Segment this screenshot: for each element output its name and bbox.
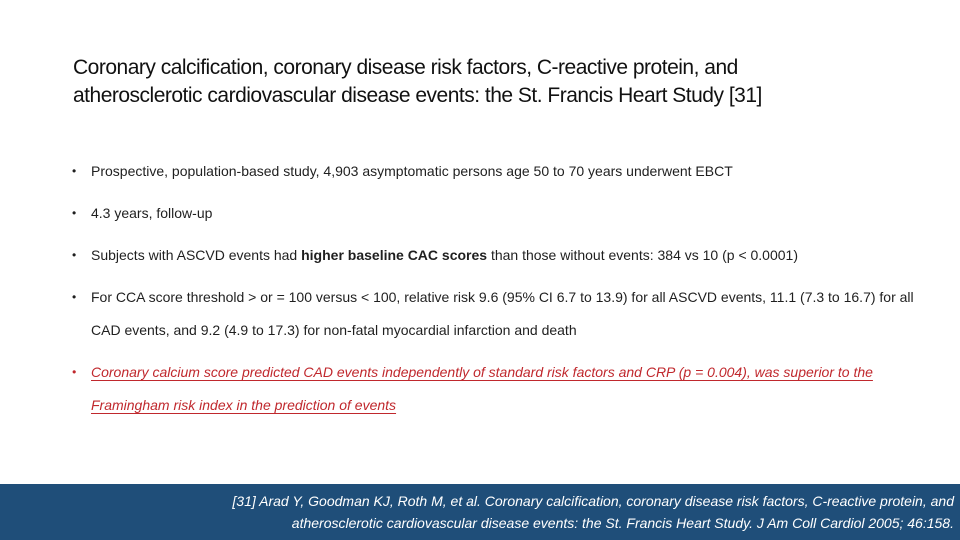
- bullet-text-post: than those without events: 384 vs 10 (p < 0.0001): [487, 247, 798, 263]
- reference-line-1: [31] Arad Y, Goodman KJ, Roth M, et al. Coronary calcification, coronary disease risk factors, C-reactive protein, and: [232, 493, 954, 509]
- bullet-dot-icon: •: [72, 248, 77, 262]
- bullet-item-relative-risk: [72, 281, 922, 347]
- bullet-item-conclusion: [72, 356, 922, 422]
- bullet-text-bold: higher baseline CAC scores: [301, 247, 488, 263]
- bullet-dot-icon: •: [72, 164, 77, 178]
- bullet-list: [72, 155, 922, 431]
- bullet-item-study-design: [72, 155, 922, 188]
- bullet-dot-icon: •: [72, 206, 77, 220]
- bullet-text-highlighted: Coronary calcium score predicted CAD events independently of standard risk factors and CRP (p = 0.004), was superior to the Framingham risk index in the prediction of events: [91, 364, 873, 413]
- bullet-dot-icon: •: [72, 290, 77, 304]
- bullet-item-cac-scores: [72, 239, 922, 272]
- slide-title-line-1: Coronary calcification, coronary disease risk factors, C-reactive protein, and: [73, 56, 738, 79]
- bullet-dot-icon: •: [72, 365, 77, 379]
- bullet-text: Prospective, population-based study, 4,903 asymptomatic persons age 50 to 70 years underwent EBCT: [91, 163, 733, 179]
- slide-title: [73, 54, 933, 110]
- slide-title-line-2: atherosclerotic cardiovascular disease events: the St. Francis Heart Study [31]: [73, 84, 762, 107]
- reference-footer: [0, 484, 960, 540]
- bullet-text: For CCA score threshold > or = 100 versus < 100, relative risk 9.6 (95% CI 6.7 to 13.9) for all ASCVD events, 11.1 (7.3 to 16.7) for all CAD events, and 9.2 (4.9 to 17.3) for non-fatal myocardial infarction and death: [91, 289, 914, 338]
- reference-line-2: atherosclerotic cardiovascular disease events: the St. Francis Heart Study. J Am Coll Cardiol 2005; 46:158.: [291, 515, 954, 531]
- bullet-item-follow-up: [72, 197, 922, 230]
- bullet-text-pre: Subjects with ASCVD events had: [91, 247, 302, 263]
- bullet-text: 4.3 years, follow-up: [91, 205, 213, 221]
